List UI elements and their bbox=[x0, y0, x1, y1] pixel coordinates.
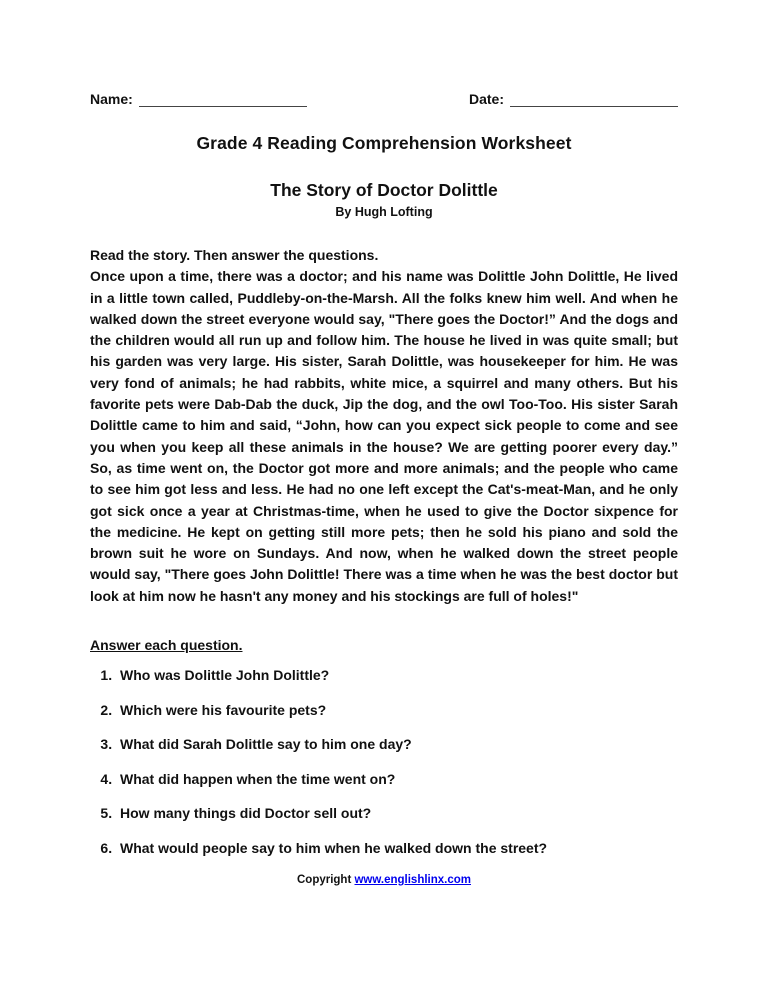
worksheet-title: Grade 4 Reading Comprehension Worksheet bbox=[196, 133, 572, 153]
question-item-5: 5. How many things did Doctor sell out? bbox=[116, 805, 678, 821]
name-field bbox=[90, 90, 307, 107]
copyright-label: Copyright bbox=[296, 874, 355, 887]
question-item-6: 6. What would people say to him when he walked down the street? bbox=[116, 840, 678, 856]
copyright-footer bbox=[90, 874, 678, 886]
story-text: Once upon a time, there was a doctor; and his name was Dolittle John Dolittle, He lived in a little town called, Puddleby-on-the-Marsh. All the folks knew him well. And when he walked down the street everyone would say, "There goes the Doctor!” And the dogs and the children would all run up and follow him. The house he lived in was quite small; but his garden was very large. His sister, Sarah Dolittle, was housekeeper for him. He was very fond of animals; he had rabbits, white mice, a squirrel and many others. But his favorite pets were Dab-Dab the duck, Jip the dog, and the owl Too-Too. His sister Sarah Dolittle came to him and said, “John, how can you expect sick people to come and see you when you keep all these animals in the house? We are getting poorer every day.” So, as time went on, the Doctor got more and more animals; and the people who came to see him got less and less. He had no one left except the Cat's-meat-Man, and he only got sick once a year at Christmas-time, when he used to give the Doctor sixpence for the medicine. He kept on getting still more pets; then he sold his piano and sold the brown suit he wore on Sundays. And now, when he walked down the street people would say, "There goes John Dolittle! There was a time when he was the best doctor but look at him now he hasn't any money and his stockings are full of holes!" bbox=[90, 268, 678, 604]
questions-heading: Answer each question. bbox=[90, 637, 243, 654]
name-label: Name: bbox=[90, 91, 133, 107]
question-item-3: 3. What did Sarah Dolittle say to him one day? bbox=[116, 736, 678, 752]
instruction-text: Read the story. Then answer the questions. bbox=[90, 247, 379, 263]
date-field bbox=[469, 90, 678, 107]
question-list bbox=[90, 667, 678, 856]
name-date-row bbox=[90, 90, 678, 107]
date-blank-line[interactable] bbox=[510, 90, 678, 107]
question-item-1: 1. Who was Dolittle John Dolittle? bbox=[116, 667, 678, 683]
date-label: Date: bbox=[468, 91, 504, 107]
question-item-2: 2. Which were his favourite pets? bbox=[116, 702, 678, 718]
story-title: The Story of Doctor Dolittle bbox=[270, 180, 498, 200]
story-byline: By Hugh Lofting bbox=[335, 205, 433, 219]
copyright-link[interactable]: www.englishlinx.com bbox=[354, 874, 471, 887]
question-item-4: 4. What did happen when the time went on? bbox=[116, 771, 678, 787]
name-blank-line[interactable] bbox=[139, 90, 307, 107]
